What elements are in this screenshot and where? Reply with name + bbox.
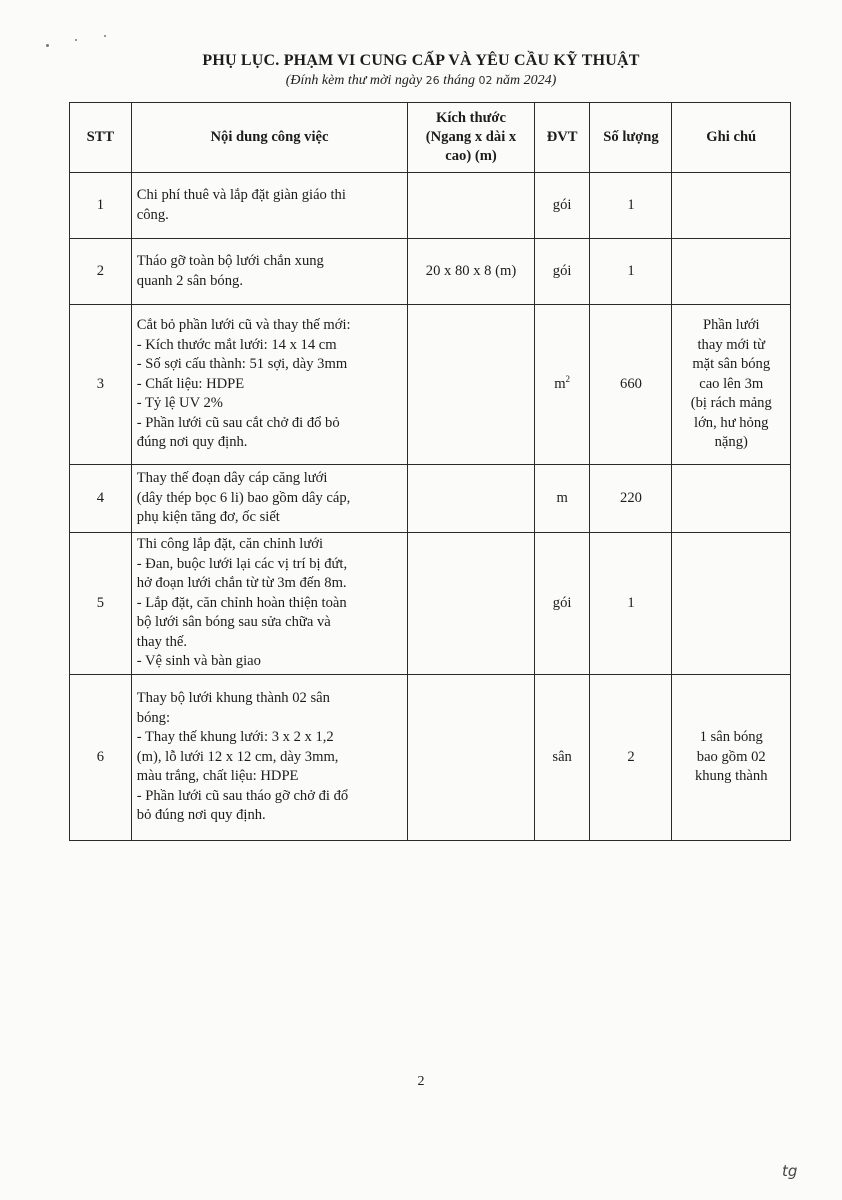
cell-content [131,465,407,533]
header-note: Ghi chú [672,103,791,173]
unit-text: gói [552,262,572,279]
note-line: lớn, hư hỏng [694,414,769,431]
content-line: - Phần lưới cũ sau cắt chở đi đổ bỏ [136,414,340,431]
header-size [408,103,535,173]
cell-qty: 2 [590,675,672,841]
note-line: thay mới từ [697,336,765,353]
cell-unit [534,239,590,305]
cell-qty: 1 [590,239,672,305]
content-line: Chi phí thuê và lắp đặt giàn giáo thi [136,187,346,203]
cell-stt: 3 [70,305,132,465]
cell-qty: 660 [590,305,672,465]
cell-unit [534,675,590,841]
content-line: - Chất liệu: HDPE [136,375,245,392]
content-line: - Vệ sinh và bàn giao [136,653,261,670]
unit-text: m [554,375,566,392]
content-line: phụ kiện tăng đơ, ốc siết [136,509,280,526]
cell-content [131,675,407,841]
cell-content [131,173,407,239]
table-row [70,465,791,533]
content-line: - Kích thước mắt lưới: 14 x 14 cm [136,336,337,353]
note-line: Phần lưới [702,317,760,334]
cell-stt: 6 [70,675,132,841]
cell-unit [534,465,590,533]
document-subtitle [0,73,842,89]
content-line: Thay bộ lưới khung thành 02 sân [136,690,330,707]
content-line: (dây thép bọc 6 li) bao gồm dây cáp, [136,489,351,506]
content-line: - Thay thế khung lưới: 3 x 2 x 1,2 [136,729,334,746]
table-row [70,239,791,305]
content-line: Thay thế đoạn dây cáp căng lưới [136,470,328,487]
cell-note [672,533,791,675]
cell-size [408,675,535,841]
handwritten-month: 02 [478,74,493,87]
cell-qty: 1 [590,173,672,239]
table-row [70,173,791,239]
note-line: cao lên 3m [699,375,764,392]
note-line: nặng) [714,434,748,451]
header-size-line: cao) (m) [445,148,497,164]
cell-qty: 1 [590,533,672,675]
cell-unit [534,533,590,675]
header-content: Nội dung công việc [131,103,407,173]
note-line: 1 sân bóng [699,729,763,746]
table-row [70,305,791,465]
header-qty: Số lượng [590,103,672,173]
unit-text: sân [552,748,572,765]
cell-note [672,465,791,533]
cell-size [408,465,535,533]
content-line: hở đoạn lưới chắn từ từ 3m đến 8m. [136,575,347,592]
table-row [70,533,791,675]
page-number: 2 [417,1074,425,1089]
cell-size [408,305,535,465]
content-line: bỏ đúng nơi quy định. [136,807,266,824]
cell-unit [534,305,590,465]
subtitle-suffix: năm 2024) [492,73,557,88]
unit-text: gói [552,196,572,213]
scan-speck [75,39,77,41]
handwritten-initials: tg [782,1162,798,1180]
note-line: mặt sân bóng [692,356,771,373]
unit-text: m [556,489,568,506]
cell-note [672,173,791,239]
note-line: khung thành [694,768,768,785]
content-line: Tháo gỡ toàn bộ lưới chắn xung [136,253,324,269]
content-line: (m), lỗ lưới 12 x 12 cm, dày 3mm, [136,748,339,765]
cell-qty: 220 [590,465,672,533]
content-line: - Số sợi cấu thành: 51 sợi, dày 3mm [136,356,348,373]
content-line: Thi công lắp đặt, căn chỉnh lưới [136,536,324,553]
note-line: (bị rách mảng [690,395,772,412]
header-size-line: Kích thước [436,110,506,126]
cell-content [131,533,407,675]
content-line: đúng nơi quy định. [136,434,248,451]
cell-stt: 2 [70,239,132,305]
document-title: PHỤ LỤC. PHẠM VI CUNG CẤP VÀ YÊU CẦU KỸ THUẬT [202,52,640,69]
unit-superscript: 2 [565,373,571,384]
content-line: - Tỷ lệ UV 2% [136,395,223,412]
table-header-row [70,103,791,173]
content-line: - Đan, buộc lưới lại các vị trí bị đứt, [136,555,348,572]
cell-note [672,239,791,305]
scan-speck [104,35,106,37]
scan-speck [46,44,49,47]
cell-stt: 5 [70,533,132,675]
content-line: thay thế. [136,633,188,650]
header-stt: STT [70,103,132,173]
cell-content [131,305,407,465]
cell-content [131,239,407,305]
content-line: bóng: [136,709,171,726]
cell-note [672,305,791,465]
table-body [70,173,791,841]
unit-text: gói [552,594,572,611]
scope-table [69,102,791,841]
content-line: - Phần lưới cũ sau tháo gỡ chở đi đổ [136,787,349,804]
header-size-line: (Ngang x dài x [425,129,517,145]
content-line: - Lắp đặt, căn chỉnh hoàn thiện toàn [136,594,347,611]
cell-size [408,173,535,239]
handwritten-day: 26 [425,74,440,87]
cell-size [408,533,535,675]
content-line: màu trắng, chất liệu: HDPE [136,768,299,785]
content-line: quanh 2 sân bóng. [136,272,243,289]
table-row [70,675,791,841]
cell-stt: 1 [70,173,132,239]
content-line: bộ lưới sân bóng sau sửa chữa và [136,614,331,631]
cell-note [672,675,791,841]
content-line: Cắt bỏ phần lưới cũ và thay thế mới: [136,317,351,334]
subtitle-prefix: (Đính kèm thư mời ngày [285,73,426,88]
subtitle-mid: tháng [439,73,479,88]
cell-unit [534,173,590,239]
cell-size: 20 x 80 x 8 (m) [408,239,535,305]
cell-stt: 4 [70,465,132,533]
content-line: công. [136,206,169,223]
note-line: bao gồm 02 [696,748,766,765]
header-unit: ĐVT [534,103,590,173]
